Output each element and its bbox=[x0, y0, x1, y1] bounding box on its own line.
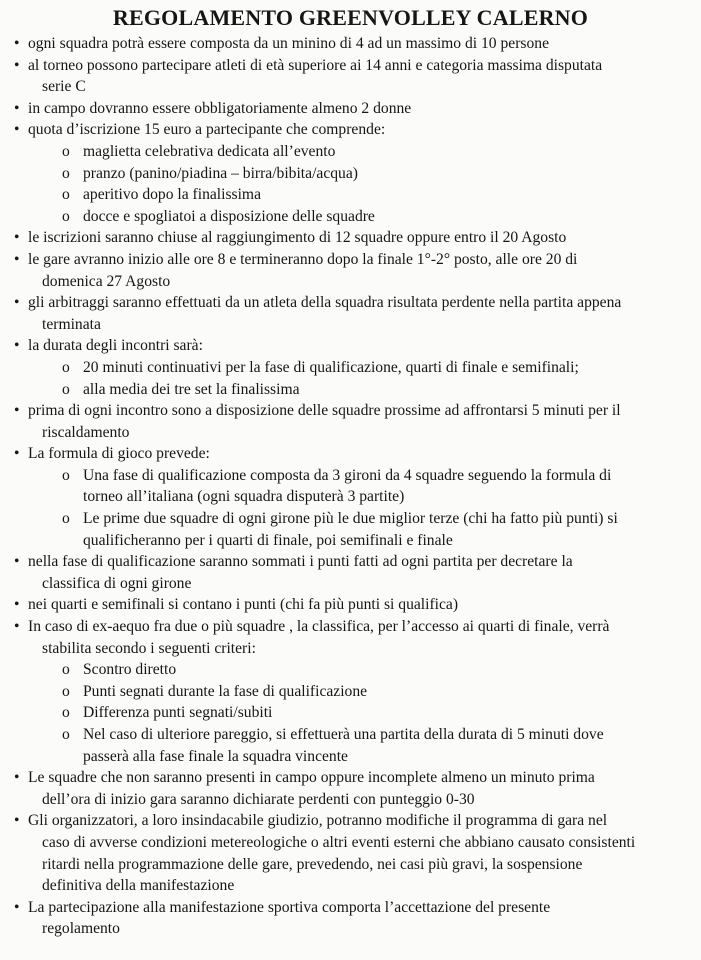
bullet-icon: • bbox=[14, 56, 20, 74]
circle-bullet-icon: o bbox=[62, 704, 70, 722]
rule-text-line: Gli organizzatori, a loro insindacabile giudizio, potranno modifiche il programma di gara nel bbox=[28, 812, 608, 830]
circle-bullet-icon: o bbox=[62, 380, 70, 398]
rule-text-line: gli arbitraggi saranno effettuati da un atleta della squadra risultata perdente nella partita appena bbox=[28, 294, 622, 312]
circle-bullet-icon: o bbox=[62, 186, 70, 204]
rule-item bbox=[14, 98, 698, 120]
sub-item bbox=[28, 357, 698, 379]
bullet-icon: • bbox=[14, 35, 20, 52]
sub-item bbox=[28, 141, 698, 163]
rule-item bbox=[14, 292, 698, 335]
bullet-icon: • bbox=[14, 99, 20, 117]
rule-text-line: le iscrizioni saranno chiuse al raggiungimento di 12 squadre oppure entro il 20 Agosto bbox=[28, 229, 567, 247]
bullet-icon: • bbox=[14, 294, 20, 312]
rule-text-line: caso di avverse condizioni metereologiche o altri eventi esterni che abbiano causato consistenti bbox=[42, 833, 636, 851]
rule-text-line: definitiva della manifestazione bbox=[42, 877, 235, 895]
rule-text-line: quota d’iscrizione 15 euro a partecipante che comprende: bbox=[28, 121, 386, 139]
rule-text-line: serie C bbox=[42, 78, 86, 96]
sub-item bbox=[28, 206, 698, 228]
circle-bullet-icon: o bbox=[62, 661, 70, 679]
sub-item bbox=[28, 163, 698, 185]
bullet-icon: • bbox=[14, 229, 20, 247]
rule-text-line: riscaldamento bbox=[42, 423, 130, 441]
rule-item bbox=[14, 400, 698, 443]
sub-text-line: docce e spogliatoi a disposizione delle squadre bbox=[83, 207, 375, 225]
bullet-icon: • bbox=[14, 402, 20, 420]
bullet-icon: • bbox=[14, 618, 20, 636]
rule-item bbox=[14, 616, 698, 767]
sub-item bbox=[28, 508, 698, 551]
bullet-icon: • bbox=[14, 812, 20, 830]
bullet-icon: • bbox=[14, 121, 20, 139]
rule-text-line: classifica di ogni girone bbox=[42, 574, 192, 592]
circle-bullet-icon: o bbox=[62, 466, 70, 484]
rule-item bbox=[14, 335, 698, 400]
rule-item bbox=[14, 810, 698, 896]
sub-text-line: maglietta celebrativa dedicata all’evento bbox=[83, 142, 336, 160]
rule-item bbox=[14, 551, 698, 594]
rule-text-line: nei quarti e semifinali si contano i punti (chi fa più punti si qualifica) bbox=[28, 596, 459, 614]
sub-item bbox=[28, 379, 698, 401]
sub-text-line: Scontro diretto bbox=[83, 661, 177, 679]
rule-text-line: La formula di gioco prevede: bbox=[28, 445, 210, 463]
rule-text-line: stabilita secondo i seguenti criteri: bbox=[42, 639, 256, 657]
rule-item bbox=[14, 227, 698, 249]
sub-text-line: 20 minuti continuativi per la fase di qualificazione, quarti di finale e semifinali; bbox=[83, 358, 579, 376]
rule-item bbox=[14, 897, 698, 940]
circle-bullet-icon: o bbox=[62, 358, 70, 376]
sub-text-line: alla media dei tre set la finalissima bbox=[83, 380, 300, 398]
sub-text-line: Punti segnati durante la fase di qualificazione bbox=[83, 682, 368, 700]
bullet-icon: • bbox=[14, 337, 20, 355]
circle-bullet-icon: o bbox=[62, 510, 70, 528]
rule-item bbox=[14, 55, 698, 98]
rule-text-line: Le squadre che non saranno presenti in campo oppure incomplete almeno un minuto prima bbox=[28, 769, 595, 787]
sub-text-line: qualificheranno per i quarti di finale, poi semifinali e finale bbox=[83, 531, 453, 549]
bullet-icon: • bbox=[14, 596, 20, 614]
rule-text-line: nella fase di qualificazione saranno sommati i punti fatti ad ogni partita per decretare la bbox=[28, 553, 573, 571]
rule-text-line: domenica 27 Agosto bbox=[42, 272, 171, 290]
bullet-icon: • bbox=[14, 445, 20, 463]
rule-text-line: al torneo possono partecipare atleti di età superiore ai 14 anni e categoria massima disputata bbox=[28, 56, 603, 74]
rule-text-line: ritardi nella programmazione delle gare, prevedendo, nei casi più gravi, la sospensione bbox=[42, 855, 583, 873]
sub-text-line: torneo all’italiana (ogni squadra disputerà 3 partite) bbox=[83, 488, 405, 506]
rule-item bbox=[14, 119, 698, 227]
sub-item bbox=[28, 184, 698, 206]
rule-text-line: In caso di ex-aequo fra due o più squadre , la classifica, per l’accesso ai quarti di finale, verrà bbox=[28, 618, 610, 636]
sub-item bbox=[28, 702, 698, 724]
sub-text-line: Nel caso di ulteriore pareggio, si effettuerà una partita della durata di 5 minuti dove bbox=[83, 726, 604, 743]
rule-text-line: le gare avranno inizio alle ore 8 e termineranno dopo la finale 1°-2° posto, alle ore 20 di bbox=[28, 250, 578, 268]
rule-text-line: La partecipazione alla manifestazione sportiva comporta l’accettazione del presente bbox=[28, 898, 551, 916]
rule-text-line: la durata degli incontri sarà: bbox=[28, 337, 203, 355]
rule-text-line: dell’ora di inizio gara saranno dichiarate perdenti con punteggio 0-30 bbox=[42, 790, 475, 808]
rule-text-line: terminata bbox=[42, 315, 101, 333]
rule-item bbox=[14, 33, 698, 55]
rule-item bbox=[14, 767, 698, 810]
rule-text-line: regolamento bbox=[42, 920, 120, 938]
bullet-icon: • bbox=[14, 898, 20, 916]
rule-text-line: ogni squadra potrà essere composta da un minino di 4 ad un massimo di 10 persone bbox=[28, 35, 549, 52]
sub-item bbox=[28, 724, 698, 767]
bullet-icon: • bbox=[14, 769, 20, 787]
sub-item bbox=[28, 465, 698, 508]
circle-bullet-icon: o bbox=[62, 682, 70, 700]
sub-text-line: pranzo (panino/piadina – birra/bibita/acqua) bbox=[83, 164, 358, 182]
document-title: REGOLAMENTO GREENVOLLEY CALERNO bbox=[112, 5, 589, 30]
bullet-icon: • bbox=[14, 250, 20, 268]
rules-list bbox=[14, 33, 698, 940]
bullet-icon: • bbox=[14, 553, 20, 571]
sub-item bbox=[28, 659, 698, 681]
circle-bullet-icon: o bbox=[62, 142, 70, 160]
circle-bullet-icon: o bbox=[62, 164, 70, 182]
circle-bullet-icon: o bbox=[62, 207, 70, 225]
sub-text-line: Differenza punti segnati/subiti bbox=[83, 704, 273, 722]
sub-text-line: aperitivo dopo la finalissima bbox=[83, 186, 261, 204]
rule-item bbox=[14, 249, 698, 292]
rule-item bbox=[14, 594, 698, 616]
rule-text-line: in campo dovranno essere obbligatoriamente almeno 2 donne bbox=[28, 99, 412, 117]
circle-bullet-icon: o bbox=[62, 726, 70, 743]
rule-text-line: prima di ogni incontro sono a disposizione delle squadre prossime ad affrontarsi 5 minuti per il bbox=[28, 402, 621, 420]
sub-item bbox=[28, 681, 698, 703]
sub-text-line: passerà alla fase finale la squadra vincente bbox=[83, 747, 348, 765]
sub-text-line: Le prime due squadre di ogni girone più le due miglior terze (chi ha fatto più punti) si bbox=[83, 510, 618, 528]
sub-text-line: Una fase di qualificazione composta da 3 gironi da 4 squadre seguendo la formula di bbox=[83, 466, 612, 484]
rule-item bbox=[14, 443, 698, 551]
